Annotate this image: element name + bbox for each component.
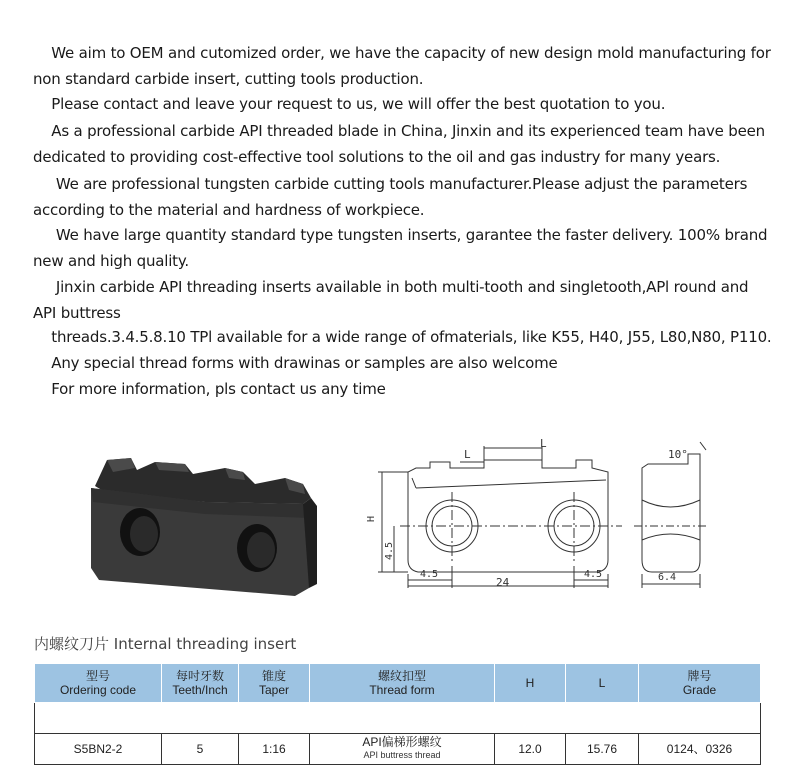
paragraph-quantity: We have large quantity standard type tungsten inserts, garantee the faster delivery. 100% brand new and high quality. <box>33 226 772 270</box>
paragraph-more-info: For more information, pls contact us any time <box>33 380 386 398</box>
header-h: H <box>495 664 566 703</box>
paragraph-threads: threads.3.4.5.8.10 TPl available for a wide range of ofmaterials, like K55, H40, J55, L80,N80, P110. <box>33 328 772 346</box>
paragraph-manufacturer: We are professional tungsten carbide cutting tools manufacturer.Please adjust the parameters according to the material and hardness of workpiece. <box>33 175 752 219</box>
dim-4-5-left: 4.5 <box>420 569 439 580</box>
cell-grade: 0124、0326 <box>639 734 761 765</box>
cell-l: 15.76 <box>566 734 639 765</box>
cell-h: 12.0 <box>495 734 566 765</box>
dim-H: H <box>366 515 377 522</box>
cell-taper: 1:16 <box>239 734 310 765</box>
paragraph-oem: We aim to OEM and cutomized order, we have the capacity of new design mold manufacturing for non standard carbide insert, cutting tools production. <box>33 44 776 88</box>
dim-L-right: L <box>540 438 547 450</box>
paragraph-professional: As a professional carbide API threaded blade in China, Jinxin and its experienced team have been dedicated to providing cost-effective tool solutions to the oil and gas industry for many years. <box>33 122 770 166</box>
cell-code: S5BN2-2 <box>35 734 162 765</box>
paragraph-api-inserts: Jinxin carbide API threading inserts available in both multi-tooth and singletooth,APl round and API buttress <box>33 278 753 322</box>
table-row <box>35 734 761 765</box>
dim-L-left: L <box>464 448 471 461</box>
header-l: L <box>566 664 639 703</box>
section-caption: 内螺纹刀片 Internal threading insert <box>34 635 297 653</box>
header-teeth-inch: 每吋牙数 Teeth/Inch <box>162 664 239 703</box>
paragraph-contact: Please contact and leave your request to us, we will offer the best quotation to you. <box>33 95 666 113</box>
dim-4-5-right: 4.5 <box>584 569 603 580</box>
header-taper: 锥度 Taper <box>239 664 310 703</box>
insert-3d-image <box>85 448 325 600</box>
insert-technical-drawing <box>360 438 630 590</box>
spec-table <box>34 663 761 765</box>
dim-4-5-vertical: 4.5 <box>384 541 395 560</box>
paragraph-special: Any special thread forms with drawinas or samples are also welcome <box>33 354 558 372</box>
dim-24: 24 <box>496 576 510 589</box>
table-header-row <box>35 664 761 703</box>
side-width: 6.4 <box>658 572 677 583</box>
header-ordering-code: 型号 Ordering code <box>35 664 162 703</box>
cell-tpi: 5 <box>162 734 239 765</box>
side-angle: 10° <box>668 448 688 461</box>
header-grade: 牌号 Grade <box>639 664 761 703</box>
cell-thread-form: API偏梯形螺纹 API buttress thread <box>310 734 495 765</box>
insert-side-view <box>630 438 710 588</box>
header-thread-form: 螺纹扣型 Thread form <box>310 664 495 703</box>
